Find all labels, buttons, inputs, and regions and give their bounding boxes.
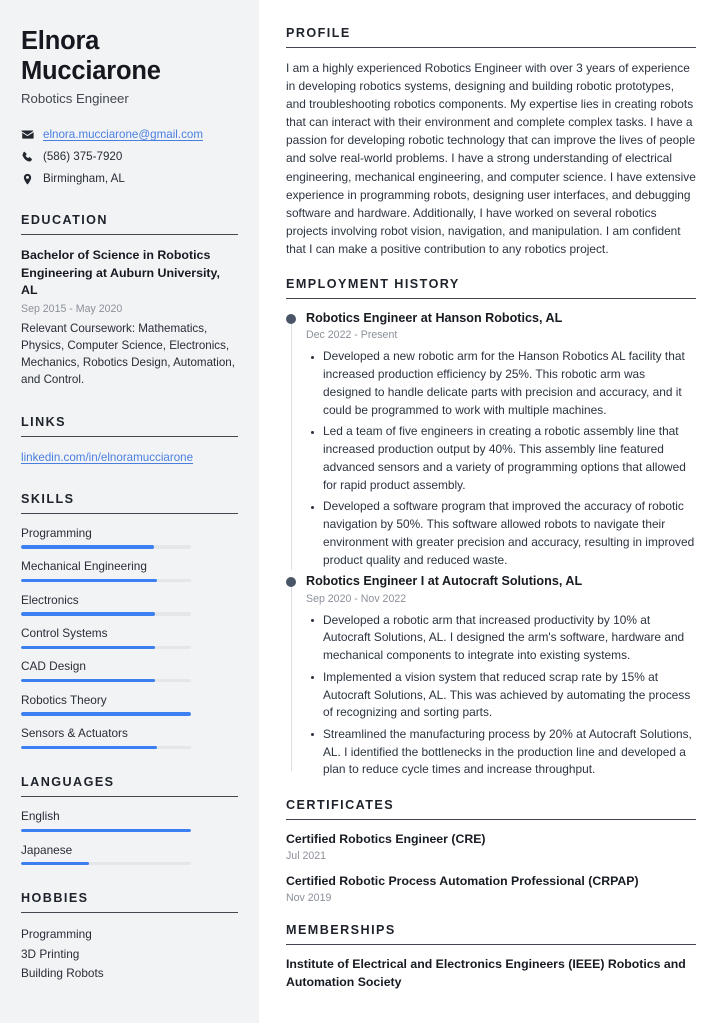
skill-label: CAD Design (21, 659, 86, 674)
skill-level-bar (21, 545, 191, 548)
skill-level-fill (21, 579, 157, 582)
location-pin-icon (21, 173, 34, 186)
skill-item (21, 693, 238, 716)
contact-list (21, 127, 238, 187)
skill-level-fill (21, 545, 154, 548)
skill-level-fill (21, 612, 155, 615)
language-label: English (21, 809, 60, 824)
education-degree: Bachelor of Science in Robotics Engineering at Auburn University, AL (21, 248, 220, 298)
sidebar (0, 0, 259, 1023)
phone-icon (21, 151, 34, 164)
section-certificates (286, 798, 696, 904)
language-level-fill (21, 829, 191, 832)
employment-bullet: Developed a robotic arm that increased productivity by 10% at Autocraft Solutions, AL. I designed the arm's software, hardware and mechanical components to integrate into existing systems. (306, 612, 696, 666)
candidate-name (21, 26, 238, 86)
membership-title: Institute of Electrical and Electronics Engineers (IEEE) Robotics and Automation Society (286, 957, 686, 990)
skill-level-bar (21, 646, 191, 649)
section-profile (286, 26, 696, 258)
skill-level-fill (21, 746, 157, 749)
section-links-heading: LINKS (21, 415, 238, 437)
employment-entry (286, 310, 696, 570)
languages-list (21, 809, 238, 865)
employment-bullets (306, 612, 696, 780)
skill-label: Mechanical Engineering (21, 559, 147, 574)
skill-item (21, 726, 238, 749)
contact-phone (21, 149, 238, 165)
section-profile-heading: PROFILE (286, 26, 696, 48)
section-skills-heading: SKILLS (21, 492, 238, 514)
section-skills (21, 492, 238, 749)
skill-item (21, 559, 238, 582)
hobby-item: Building Robots (21, 965, 104, 980)
skill-item (21, 593, 238, 616)
skill-label: Sensors & Actuators (21, 726, 128, 741)
skill-level-fill (21, 712, 191, 715)
education-dates: Sep 2015 - May 2020 (21, 302, 123, 315)
skill-level-bar (21, 746, 191, 749)
employment-bullet: Developed a new robotic arm for the Hanson Robotics AL facility that increased production efficiency by 25%. This robotic arm was designed to handle delicate parts with precision and accuracy, and it could be programmed to work with multiple machines. (306, 348, 696, 419)
contact-location-text: Birmingham, AL (43, 172, 125, 186)
skill-level-bar (21, 612, 191, 615)
profile-text: I am a highly experienced Robotics Engineer with over 3 years of experience in developing robotics systems, designing and building robotic prototypes, and troubleshooting robotics components. My expertise lies in creating robots that can interact with their environment and complete complex tasks. I have a passion for developing robotic technology that can improve the lives of people and solve real-world problems. I have a strong understanding of electrical engineering, mechanical engineering, and computer science. I have extensive experience in programming robots, designing user interfaces, and debugging software and hardware. Additionally, I have worked on several robotics projects involving robot vision, navigation, and manipulation. I am confident that I can make a positive contribution to any robotics project. (286, 61, 696, 256)
main-content (259, 0, 724, 1023)
certificate-entry (286, 873, 696, 904)
hobby-item: 3D Printing (21, 946, 80, 961)
section-hobbies-heading: HOBBIES (21, 891, 238, 913)
employment-dates: Dec 2022 - Present (306, 329, 398, 342)
certificate-entry (286, 831, 696, 862)
skill-label: Control Systems (21, 626, 108, 641)
skill-level-fill (21, 679, 155, 682)
timeline-dot-icon (286, 314, 296, 324)
employment-bullet: Led a team of five engineers in creating a robotic assembly line that increased production output by 40%. This assembly line featured advanced sensors and a variety of programming options that allowed for rapid product assembly. (306, 423, 696, 494)
section-memberships-heading: MEMBERSHIPS (286, 923, 696, 945)
skills-list (21, 526, 238, 749)
hobby-item: Programming (21, 927, 92, 942)
skill-item (21, 626, 238, 649)
education-entry (21, 247, 238, 388)
employment-bullet: Developed a software program that improved the accuracy of robotic navigation by 50%. This software allowed robots to navigate their environment with greater precision and accuracy, resulting in improved product quality and reduced waste. (306, 498, 696, 569)
link-linkedin[interactable]: linkedin.com/in/elnoramucciarone (21, 450, 194, 464)
section-memberships (286, 923, 696, 992)
skill-item (21, 659, 238, 682)
section-education-heading: EDUCATION (21, 213, 238, 235)
certificate-title: Certified Robotics Engineer (CRE) (286, 832, 486, 847)
section-employment-heading: EMPLOYMENT HISTORY (286, 277, 696, 299)
section-languages (21, 775, 238, 865)
language-level-bar (21, 862, 191, 865)
skill-label: Programming (21, 525, 92, 540)
skill-level-fill (21, 646, 155, 649)
employment-dates: Sep 2020 - Nov 2022 (306, 592, 407, 605)
contact-email-text[interactable]: elnora.mucciarone@gmail.com (43, 128, 203, 142)
skill-level-bar (21, 579, 191, 582)
skill-label: Robotics Theory (21, 692, 107, 707)
section-certificates-heading: CERTIFICATES (286, 798, 696, 820)
certificate-date: Nov 2019 (286, 892, 332, 905)
section-employment-history (286, 277, 696, 779)
employment-bullet: Streamlined the manufacturing process by 20% at Autocraft Solutions, AL. I identified the bottlenecks in the production line and developed a plan to reduce cycle times and increase throughput. (306, 726, 696, 780)
employment-bullets (306, 348, 696, 569)
language-label: Japanese (21, 842, 73, 857)
contact-email[interactable] (21, 127, 238, 143)
skill-label: Electronics (21, 592, 79, 607)
section-languages-heading: LANGUAGES (21, 775, 238, 797)
contact-phone-text: (586) 375-7920 (43, 150, 123, 164)
employment-title: Robotics Engineer I at Autocraft Solutions, AL (306, 574, 583, 589)
skill-level-bar (21, 679, 191, 682)
language-item (21, 843, 238, 866)
employment-bullet: Implemented a vision system that reduced scrap rate by 15% at Autocraft Solutions, AL. This was achieved by automating the process of recognizing and sorting parts. (306, 669, 696, 723)
candidate-name-last: Mucciarone (21, 57, 161, 86)
section-education (21, 213, 238, 388)
education-description: Relevant Coursework: Mathematics, Physics, Computer Science, Electronics, Mechanics, Robotics Design, Automation, and Control. (21, 321, 235, 387)
employment-entry (286, 573, 696, 779)
section-links (21, 415, 238, 466)
candidate-name-first: Elnora (21, 27, 100, 55)
language-item (21, 809, 238, 832)
language-level-fill (21, 862, 89, 865)
certificate-date: Jul 2021 (286, 850, 327, 863)
candidate-job-title: Robotics Engineer (21, 91, 129, 107)
envelope-icon (21, 128, 34, 141)
certificate-title: Certified Robotic Process Automation Professional (CRPAP) (286, 874, 639, 889)
name-block (21, 26, 238, 106)
skill-item (21, 526, 238, 549)
skill-level-bar (21, 712, 191, 715)
contact-location (21, 171, 238, 187)
language-level-bar (21, 829, 191, 832)
employment-title: Robotics Engineer at Hanson Robotics, AL (306, 311, 563, 326)
section-hobbies (21, 891, 238, 982)
timeline-dot-icon (286, 577, 296, 587)
